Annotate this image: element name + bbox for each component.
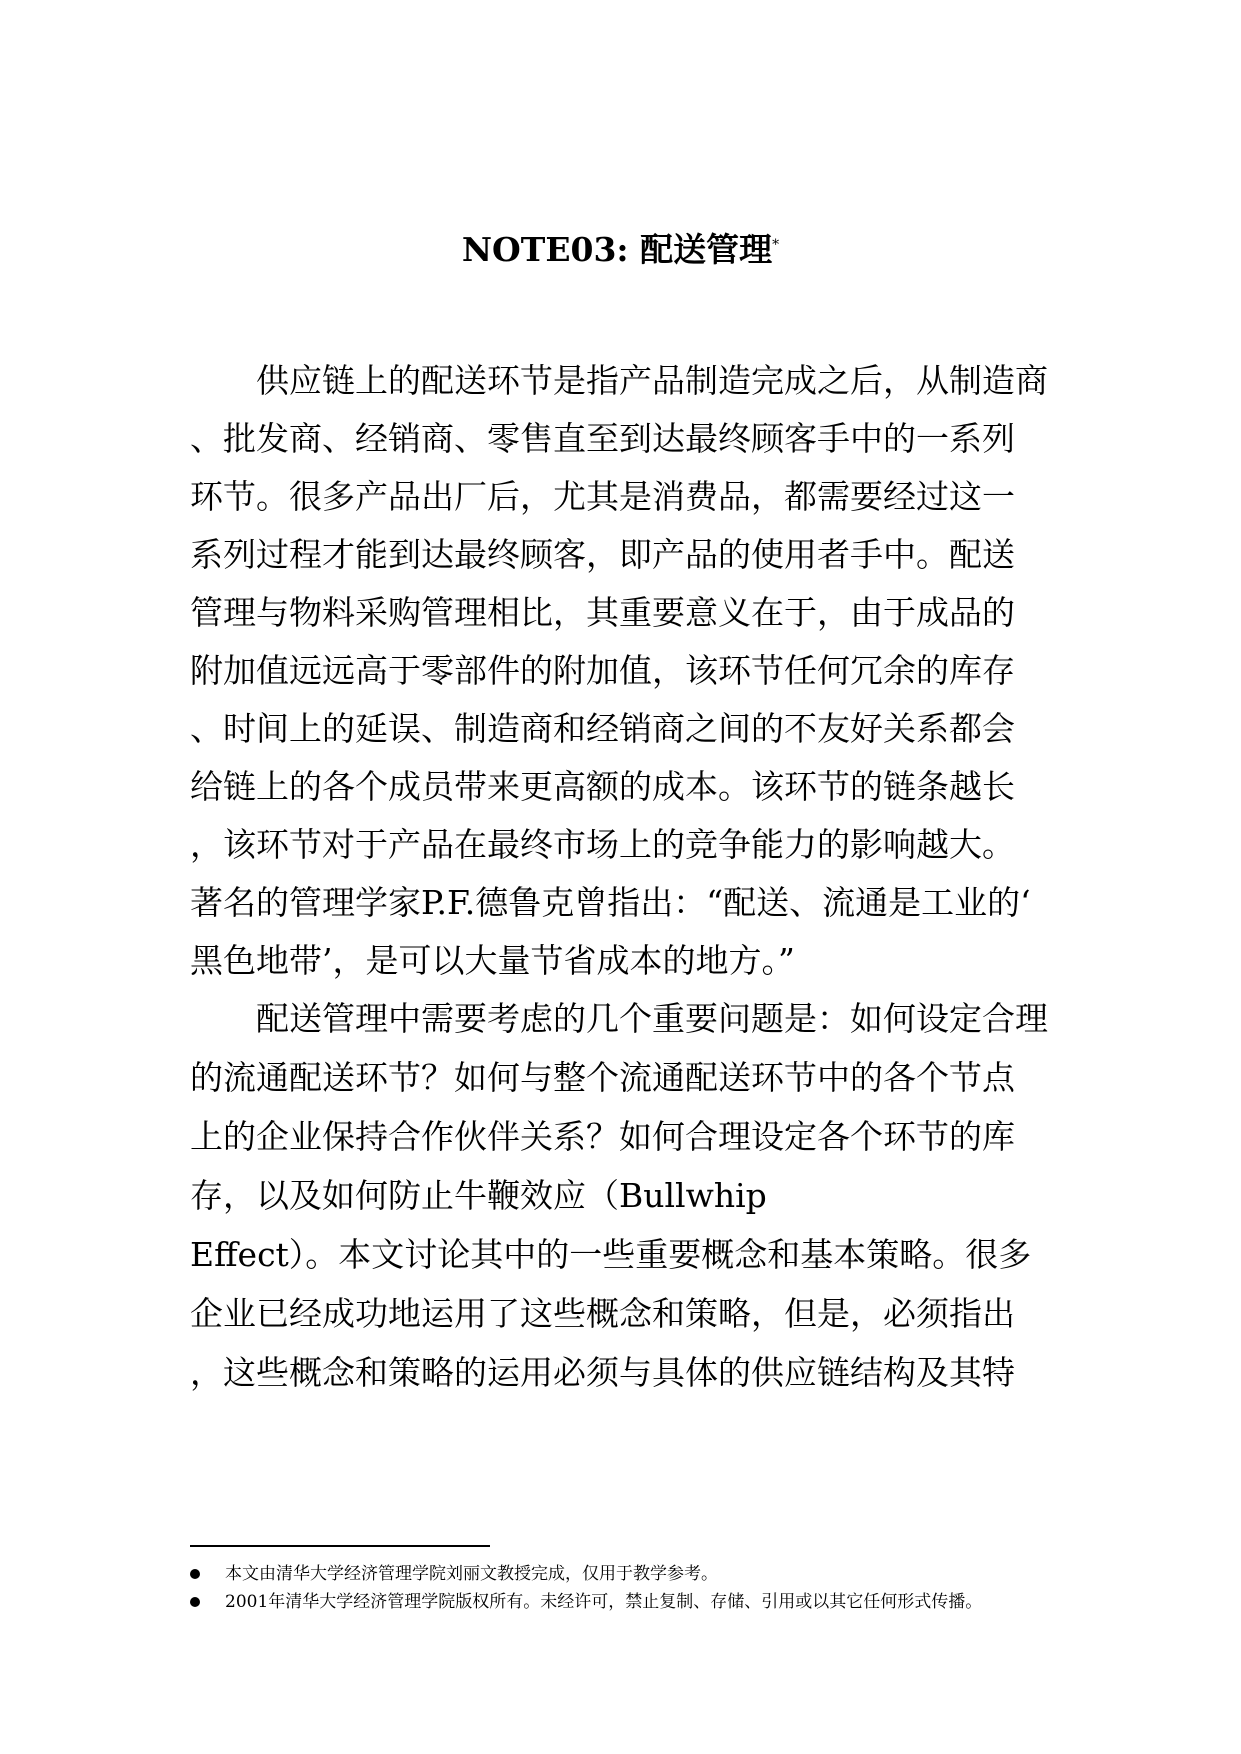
- page-title: [0, 228, 1241, 272]
- paragraph-1-line-3: 环节。很多产品出厂后，尤其是消费品，都需要经过这一: [190, 477, 1015, 516]
- title-footnote-marker: *: [772, 237, 780, 253]
- paragraph-1-line-4: 系列过程才能到达最终顾客，即产品的使用者手中。配送: [190, 535, 1015, 574]
- footnote-divider: [190, 1545, 490, 1547]
- paragraph-1-line-10: 著名的管理学家P.F.德鲁克曾指出：“配送、流通是工业的‘: [190, 883, 1031, 922]
- paragraph-2-line-6: 企业已经成功地运用了这些概念和策略，但是，必须指出: [190, 1294, 1015, 1333]
- paragraph-2-line-3: 上的企业保持合作伙伴关系？如何合理设定各个环节的库: [190, 1117, 1015, 1156]
- paragraph-1-line-7: 、时间上的延误、制造商和经销商之间的不友好关系都会: [190, 709, 1015, 748]
- bullet-icon: [190, 1569, 200, 1579]
- footnote-item: [190, 1588, 1090, 1616]
- footnote-item: [190, 1560, 1090, 1588]
- paragraph-2-line-2: 的流通配送环节？如何与整个流通配送环节中的各个节点: [190, 1058, 1015, 1097]
- paragraph-2-line-1: 配送管理中需要考虑的几个重要问题是：如何设定合理: [190, 999, 1048, 1038]
- paragraph-1-line-8: 给链上的各个成员带来更高额的成本。该环节的链条越长: [190, 767, 1015, 806]
- footnote-text: 2001年清华大学经济管理学院版权所有。未经许可，禁止复制、存储、引用或以其它任何形式传播。: [225, 1592, 983, 1612]
- paragraph-1-line-6: 附加值远远高于零部件的附加值，该环节任何冗余的库存: [190, 651, 1015, 690]
- paragraph-1-line-1: 供应链上的配送环节是指产品制造完成之后，从制造商: [190, 361, 1048, 400]
- footnote-text: 本文由清华大学经济管理学院刘丽文教授完成，仅用于教学参考。: [225, 1564, 718, 1584]
- paragraph-2-line-4: 存，以及如何防止牛鞭效应（Bullwhip: [190, 1176, 767, 1215]
- paragraph-1-line-11: 黑色地带’，是可以大量节省成本的地方。”: [190, 941, 795, 980]
- paragraph-2-line-5: Effect）。本文讨论其中的一些重要概念和基本策略。很多: [190, 1235, 1032, 1274]
- title-text: NOTE03: 配送管理: [461, 230, 773, 269]
- footnotes: [190, 1560, 1090, 1616]
- bullet-icon: [190, 1597, 200, 1607]
- paragraph-1-line-2: 、批发商、经销商、零售直至到达最终顾客手中的一系列: [190, 419, 1015, 458]
- paragraph-2-line-7: ，这些概念和策略的运用必须与具体的供应链结构及其特: [190, 1353, 1015, 1392]
- paragraph-1-line-5: 管理与物料采购管理相比，其重要意义在于，由于成品的: [190, 593, 1015, 632]
- paragraph-1-line-9: ，该环节对于产品在最终市场上的竞争能力的影响越大。: [190, 825, 1015, 864]
